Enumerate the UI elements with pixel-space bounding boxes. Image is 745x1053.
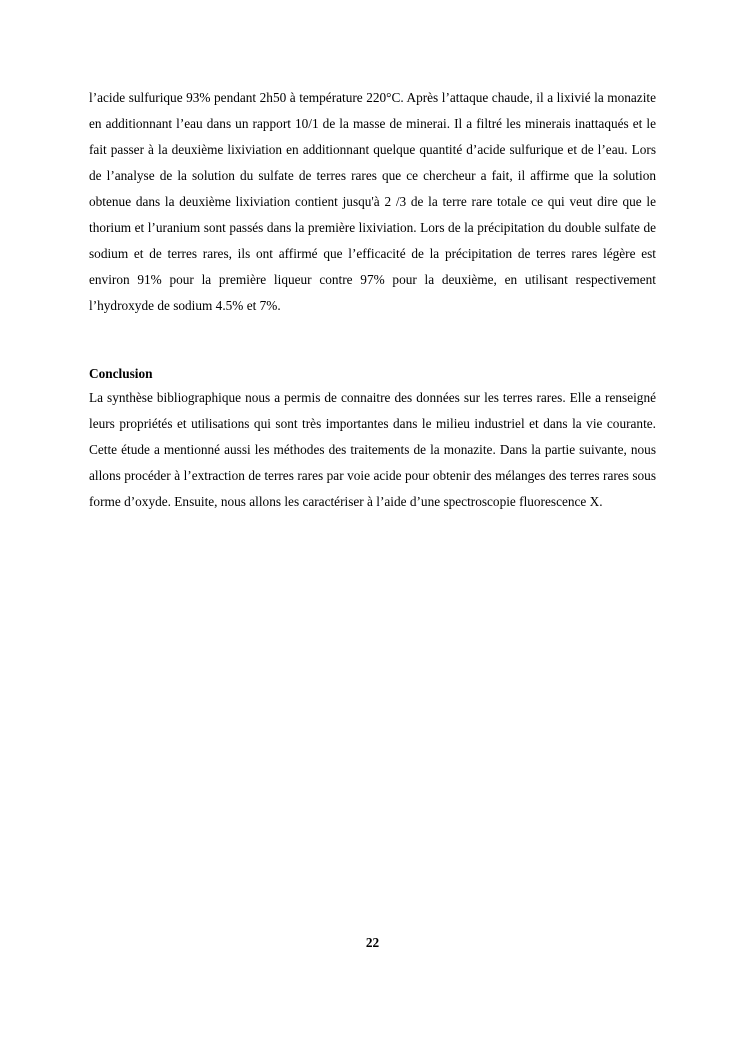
conclusion-paragraph: La synthèse bibliographique nous a permis de connaitre des données sur les terres rares. Elle a renseigné leurs propriétés et utilisations qui sont très importantes dans le milieu industriel et dans la vie courante. Cette étude a mentionné aussi les méthodes des traitements de la monazite. Dans la partie suivante, nous allons procéder à l’extraction de terres rares par voie acide pour obtenir des mélanges des terres rares sous forme d’oxyde. Ensuite, nous allons les caractériser à l’aide d’une spectroscopie fluorescence X.	[89, 390, 656, 509]
body-paragraph: l’acide sulfurique 93% pendant 2h50 à température 220°C. Après l’attaque chaude, il a lixivié la monazite en additionnant l’eau dans un rapport 10/1 de la masse de minerai. Il a filtré les minerais inattaqués et le fait passer à la deuxième lixiviation en additionnant quelque quantité d’acide sulfurique et de l’eau. Lors de l’analyse de la solution du sulfate de terres rares que ce chercheur a fait, il affirme que la solution obtenue dans la deuxième lixiviation contient jusqu'à 2 /3 de la terre rare totale ce qui veut dire que le thorium et l’uranium sont passés dans la première lixiviation. Lors de la précipitation du double sulfate de sodium et de terres rares, ils ont affirmé que l’efficacité de la précipitation de terres rares légère est environ 91% pour la première liqueur contre 97% pour la deuxième, en utilisant respectivement l’hydroxyde de sodium 4.5% et 7%.	[89, 90, 656, 313]
page-number: 22	[365, 935, 380, 950]
section-heading: Conclusion	[89, 366, 153, 381]
